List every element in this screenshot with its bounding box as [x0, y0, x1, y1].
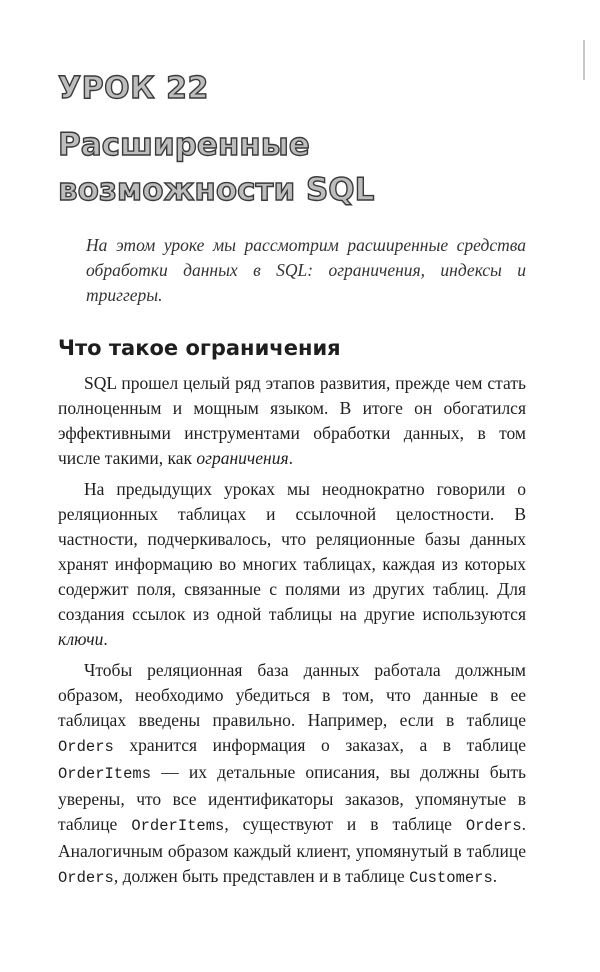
p1-text: SQL прошел целый ряд этапов развития, прежде чем стать полноценным и мощным языком. В итоге он обогатился эффективными инструментами обработки данных, в том числе такими, как — [58, 373, 526, 468]
lesson-number: УРОК 22 — [58, 71, 209, 106]
p3-text-5: . Аналогичным образом каждый клиент, упомянутый в таблице — [58, 814, 527, 861]
paragraph-3 — [58, 658, 526, 891]
p3-text-2: хранится информация о заказах, а в таблице — [113, 735, 526, 755]
p1-end: . — [288, 448, 293, 468]
code-orders-3: Orders — [58, 869, 114, 887]
p3-text-7: . — [492, 866, 498, 886]
paragraph-2 — [58, 477, 526, 652]
p2-text: На предыдущих уроках мы неоднократно говорили о реляционных таблицах и ссылочной целостности. В частности, подчеркивалось, что реляционные базы данных хранят информацию во многих таблицах, каждая из которых содержит поля, связанные с полями из других таблиц. Для создания ссылок из одной таблицы на другие используются — [58, 479, 526, 624]
p3-text-6: , должен быть представлен и в таблице — [113, 866, 410, 886]
p2-end: . — [103, 629, 108, 649]
p1-emphasis: ограничения — [196, 448, 289, 468]
section-heading: Что такое ограничения — [58, 336, 341, 360]
p3-text-1: Чтобы реляционная база данных работала должным образом, необходимо убедиться в том, что данные в ее таблицах введены правильно. Например, если в таблице — [58, 660, 526, 730]
code-orderitems-2: OrderItems — [131, 817, 225, 835]
chapter-title: Расширенные возможности SQL — [58, 127, 375, 208]
code-orders-2: Orders — [465, 817, 522, 835]
code-orderitems: OrderItems — [58, 765, 152, 783]
body-text — [58, 371, 526, 897]
p3-text-4: , существуют и в таблице — [224, 814, 466, 834]
code-customers: Customers — [409, 869, 493, 887]
paragraph-1 — [58, 371, 526, 471]
page-edge-mark — [583, 40, 585, 80]
code-orders: Orders — [58, 738, 114, 756]
p3-text-3: — их детальные описания, вы должны быть уверены, что все идентификаторы заказов, упомянутые в таблице — [58, 762, 526, 834]
p2-emphasis: ключи — [58, 629, 104, 649]
lesson-intro: На этом уроке мы рассмотрим расширенные средства обработки данных в SQL: ограничения, индексы и триггеры. — [86, 235, 526, 305]
